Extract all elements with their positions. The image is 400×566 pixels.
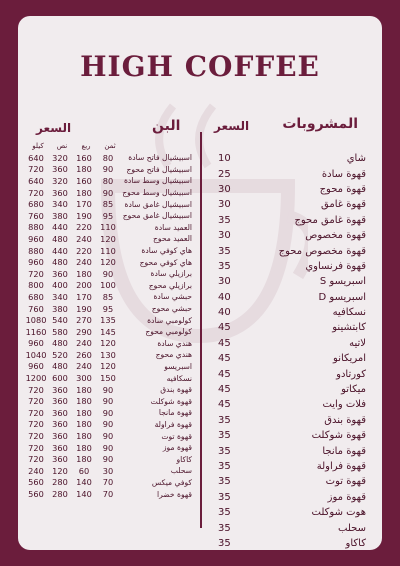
- coffee-bean-name: العميد سادة: [154, 222, 192, 232]
- price-quarter: 180: [76, 164, 92, 175]
- drink-price: 35: [218, 414, 231, 426]
- price-quarter: 240: [76, 361, 92, 372]
- drink-price: 35: [218, 245, 231, 257]
- drink-row: [218, 213, 366, 228]
- coffee-bean-row: [24, 384, 196, 396]
- price-eighth: 120: [100, 338, 116, 349]
- drink-row: [218, 351, 366, 366]
- coffee-bean-row: [24, 233, 196, 245]
- coffee-beans-list: [24, 152, 196, 500]
- drink-name: قهوة محوج: [319, 183, 366, 195]
- coffee-bean-row: [24, 152, 196, 164]
- price-quarter: 140: [76, 477, 92, 488]
- drink-price: 35: [218, 537, 231, 549]
- coffee-header: البن: [152, 118, 181, 134]
- coffee-bean-name: برازيلي سادة: [150, 269, 192, 279]
- price-quarter: 270: [76, 315, 92, 326]
- coffee-bean-name: هندي محوج: [155, 350, 192, 360]
- drink-price: 35: [218, 461, 231, 472]
- drink-name: قهوة غامق: [321, 199, 366, 211]
- price-quarter: 180: [76, 442, 92, 453]
- coffee-bean-name: كاكاو: [176, 454, 192, 464]
- drink-row: [218, 490, 366, 505]
- price-kilo: 680: [28, 291, 44, 302]
- price-kilo: 960: [28, 361, 44, 372]
- price-eighth: 70: [102, 477, 114, 488]
- price-quarter: 240: [76, 338, 92, 349]
- drink-name: فلات وايت: [322, 399, 366, 411]
- drink-price: 25: [218, 168, 231, 180]
- price-quarter: 180: [76, 407, 92, 418]
- coffee-bean-row: [24, 291, 196, 303]
- coffee-bean-name: قهوة مانجا: [158, 408, 192, 418]
- price-eighth: 90: [102, 442, 114, 453]
- column-divider: [200, 132, 202, 528]
- price-half: 480: [52, 338, 68, 349]
- coffee-bean-name: كولومبي محوج: [145, 327, 192, 337]
- drink-price: 35: [218, 430, 231, 442]
- drink-price: 45: [218, 368, 231, 380]
- drink-row: [218, 305, 366, 320]
- drink-name: شاي: [346, 153, 366, 165]
- price-quarter: 220: [76, 222, 92, 233]
- price-half: 400: [52, 280, 68, 291]
- drink-name: اسبريسو D: [318, 291, 366, 303]
- price-quarter: 180: [76, 384, 92, 395]
- drinks-header: المشروبات: [282, 116, 358, 132]
- price-half: 360: [52, 454, 68, 465]
- price-kilo: 640: [28, 175, 44, 186]
- coffee-bean-row: [24, 372, 196, 384]
- price-quarter: 160: [76, 152, 92, 163]
- coffee-bean-row: [24, 488, 196, 500]
- price-quarter: 140: [76, 489, 92, 500]
- price-eighth: 110: [100, 245, 116, 256]
- menu-title: HIGH COFFEE: [80, 50, 320, 83]
- coffee-bean-row: [24, 210, 196, 222]
- unit-labels: [26, 142, 98, 150]
- drink-price: 35: [218, 476, 231, 488]
- price-quarter: 300: [76, 373, 92, 384]
- price-eighth: 80: [102, 175, 114, 186]
- coffee-bean-name: كوفي ميكس: [151, 477, 192, 487]
- price-half: 280: [52, 477, 68, 488]
- coffee-bean-row: [24, 245, 196, 257]
- drink-row: [218, 536, 366, 550]
- price-quarter: 160: [76, 175, 92, 186]
- price-half: 320: [52, 175, 68, 186]
- drink-row: [218, 520, 366, 535]
- coffee-price-header: السعر: [36, 121, 72, 135]
- drink-price: 40: [218, 291, 231, 303]
- drink-name: قهوة موز: [327, 491, 366, 503]
- drink-row: [218, 413, 366, 428]
- drink-row: [218, 151, 366, 166]
- price-half: 480: [52, 257, 68, 268]
- price-half: 360: [52, 164, 68, 175]
- drink-row: [218, 182, 366, 197]
- drink-row: [218, 366, 366, 381]
- coffee-bean-name: العميد محوج: [153, 234, 192, 244]
- price-quarter: 180: [76, 396, 92, 407]
- price-eighth: 30: [102, 465, 114, 476]
- price-half: 440: [52, 245, 68, 256]
- drink-name: قهوة توت: [325, 476, 366, 488]
- price-eighth: 120: [100, 257, 116, 268]
- price-quarter: 220: [76, 245, 92, 256]
- drink-row: [218, 228, 366, 243]
- price-quarter: 170: [76, 199, 92, 210]
- coffee-bean-name: قهوة خضرا: [156, 489, 192, 499]
- price-eighth: 70: [102, 489, 114, 500]
- coffee-bean-name: برازيلي محوج: [148, 280, 192, 290]
- coffee-bean-row: [24, 256, 196, 268]
- drink-price: 45: [218, 322, 231, 334]
- drink-price: 35: [218, 507, 231, 519]
- coffee-bean-row: [24, 395, 196, 407]
- price-half: 480: [52, 361, 68, 372]
- drink-price: 30: [218, 199, 231, 211]
- price-half: 360: [52, 396, 68, 407]
- drink-price: 35: [218, 445, 231, 457]
- drink-price: 35: [218, 260, 231, 272]
- drink-row: [218, 290, 366, 305]
- coffee-bean-name: كولومبي سادة: [147, 315, 192, 325]
- drink-row: [218, 428, 366, 443]
- drink-price: 30: [218, 230, 231, 242]
- menu-card: [18, 16, 382, 550]
- coffee-bean-row: [24, 280, 196, 292]
- drink-name: قهوة بندق: [324, 414, 366, 426]
- price-eighth: 90: [102, 396, 114, 407]
- price-half: 360: [52, 431, 68, 442]
- coffee-bean-name: اسبيشيال فاتح سادة: [128, 153, 192, 163]
- coffee-bean-row: [24, 314, 196, 326]
- coffee-bean-row: [24, 268, 196, 280]
- drink-row: [218, 197, 366, 212]
- price-kilo: 680: [28, 199, 44, 210]
- price-kilo: 560: [28, 477, 44, 488]
- price-eighth: 90: [102, 407, 114, 418]
- price-half: 360: [52, 442, 68, 453]
- price-kilo: 640: [28, 152, 44, 163]
- coffee-bean-row: [24, 164, 196, 176]
- coffee-bean-row: [24, 222, 196, 234]
- drinks-list: [218, 151, 366, 550]
- drink-name: قهوة فراولة: [316, 461, 366, 472]
- price-kilo: 1080: [25, 315, 47, 326]
- price-half: 340: [52, 199, 68, 210]
- price-half: 360: [52, 384, 68, 395]
- coffee-bean-name: اسبيشيال غامق سادة: [124, 199, 192, 209]
- drink-price: 35: [218, 491, 231, 503]
- price-eighth: 85: [102, 291, 114, 302]
- price-eighth: 120: [100, 233, 116, 244]
- drink-price: 10: [218, 153, 231, 165]
- price-quarter: 200: [76, 280, 92, 291]
- drink-row: [218, 259, 366, 274]
- price-kilo: 1200: [25, 373, 47, 384]
- drink-price: 40: [218, 307, 231, 319]
- price-kilo: 240: [28, 465, 44, 476]
- price-quarter: 240: [76, 233, 92, 244]
- coffee-bean-row: [24, 407, 196, 419]
- drink-row: [218, 243, 366, 258]
- drink-name: كورتادو: [336, 368, 366, 380]
- price-half: 540: [52, 315, 68, 326]
- unit-kilo: كيلو: [32, 142, 44, 150]
- drink-price: 45: [218, 353, 231, 365]
- price-eighth: 90: [102, 384, 114, 395]
- coffee-bean-name: اسبيشيال فاتح محوج: [126, 164, 192, 174]
- unit-eighth: ثمن: [104, 142, 116, 150]
- price-half: 320: [52, 152, 68, 163]
- price-half: 380: [52, 303, 68, 314]
- price-eighth: 145: [100, 326, 116, 337]
- price-half: 360: [52, 187, 68, 198]
- price-kilo: 720: [28, 407, 44, 418]
- drink-price: 30: [218, 276, 231, 288]
- price-quarter: 180: [76, 454, 92, 465]
- price-half: 340: [52, 291, 68, 302]
- price-kilo: 960: [28, 257, 44, 268]
- price-half: 600: [52, 373, 68, 384]
- drink-price: 45: [218, 399, 231, 411]
- price-kilo: 1040: [25, 349, 47, 360]
- coffee-bean-name: قهوة بندق: [160, 385, 192, 395]
- drink-name: كاكاو: [345, 537, 366, 549]
- coffee-bean-row: [24, 198, 196, 210]
- price-eighth: 120: [100, 361, 116, 372]
- drink-name: قهوة مانجا: [322, 445, 366, 457]
- price-eighth: 90: [102, 187, 114, 198]
- price-half: 520: [52, 349, 68, 360]
- coffee-bean-row: [24, 361, 196, 373]
- coffee-bean-name: قهوة فراولة: [154, 419, 192, 429]
- drink-row: [218, 505, 366, 520]
- unit-half: نص: [56, 142, 68, 150]
- price-eighth: 135: [100, 315, 116, 326]
- drink-row: [218, 459, 366, 474]
- price-kilo: 720: [28, 442, 44, 453]
- price-half: 360: [52, 419, 68, 430]
- price-eighth: 90: [102, 164, 114, 175]
- drink-row: [218, 474, 366, 489]
- coffee-bean-name: سحلب: [170, 466, 192, 476]
- drink-name: لاتيه: [349, 337, 366, 349]
- price-eighth: 110: [100, 222, 116, 233]
- price-half: 480: [52, 233, 68, 244]
- price-half: 440: [52, 222, 68, 233]
- price-half: 360: [52, 268, 68, 279]
- drink-name: ميكاتو: [341, 384, 366, 396]
- price-kilo: 720: [28, 268, 44, 279]
- drinks-price-header: السعر: [214, 119, 250, 133]
- price-quarter: 240: [76, 257, 92, 268]
- drink-price: 35: [218, 522, 231, 534]
- coffee-bean-name: هندي سادة: [157, 338, 192, 348]
- price-quarter: 260: [76, 349, 92, 360]
- drink-name: قهوة شوكلت: [311, 430, 366, 442]
- price-half: 280: [52, 489, 68, 500]
- coffee-bean-row: [24, 187, 196, 199]
- coffee-bean-row: [24, 465, 196, 477]
- coffee-bean-name: حبشي محوج: [151, 304, 192, 314]
- drink-name: امريكانو: [333, 353, 366, 365]
- price-kilo: 1160: [25, 326, 47, 337]
- drink-name: قهوة فرنساوي: [305, 260, 366, 272]
- price-eighth: 95: [102, 210, 114, 221]
- price-kilo: 560: [28, 489, 44, 500]
- coffee-bean-name: قهوة موز: [162, 443, 192, 453]
- price-eighth: 90: [102, 268, 114, 279]
- price-half: 120: [52, 465, 68, 476]
- coffee-bean-row: [24, 419, 196, 431]
- coffee-bean-row: [24, 175, 196, 187]
- price-eighth: 90: [102, 431, 114, 442]
- drink-row: [218, 443, 366, 458]
- drink-name: اسبريسو S: [319, 276, 366, 288]
- coffee-bean-name: حبشي سادة: [153, 292, 192, 302]
- price-eighth: 100: [100, 280, 116, 291]
- drink-price: 30: [218, 183, 231, 195]
- drink-name: قهوة سادة: [321, 168, 366, 180]
- coffee-bean-row: [24, 442, 196, 454]
- price-quarter: 180: [76, 187, 92, 198]
- price-quarter: 290: [76, 326, 92, 337]
- price-kilo: 880: [28, 222, 44, 233]
- price-quarter: 170: [76, 291, 92, 302]
- drink-row: [218, 320, 366, 335]
- coffee-bean-row: [24, 303, 196, 315]
- price-kilo: 720: [28, 454, 44, 465]
- price-quarter: 190: [76, 303, 92, 314]
- drink-price: 45: [218, 337, 231, 349]
- coffee-bean-name: هاي كوفي سادة: [141, 246, 192, 256]
- price-eighth: 150: [100, 373, 116, 384]
- drink-row: [218, 166, 366, 181]
- drink-name: نسكافيه: [332, 307, 366, 319]
- price-kilo: 760: [28, 210, 44, 221]
- drink-row: [218, 397, 366, 412]
- price-eighth: 80: [102, 152, 114, 163]
- drink-row: [218, 274, 366, 289]
- price-half: 580: [52, 326, 68, 337]
- price-quarter: 190: [76, 210, 92, 221]
- price-half: 360: [52, 407, 68, 418]
- coffee-bean-name: قهوة شوكلت: [150, 396, 192, 406]
- coffee-bean-row: [24, 338, 196, 350]
- coffee-bean-name: اسبيشيال وسط سادة: [123, 176, 192, 186]
- price-kilo: 720: [28, 431, 44, 442]
- drink-name: هوت شوكلت: [311, 507, 366, 519]
- drink-name: قهوة غامق محوج: [294, 214, 366, 226]
- price-eighth: 85: [102, 199, 114, 210]
- coffee-bean-name: اسبيشيال غامق محوج: [122, 211, 192, 221]
- coffee-bean-name: هاي كوفي محوج: [139, 257, 192, 267]
- coffee-bean-row: [24, 453, 196, 465]
- price-kilo: 720: [28, 396, 44, 407]
- price-eighth: 130: [100, 349, 116, 360]
- drink-price: 45: [218, 384, 231, 396]
- price-kilo: 960: [28, 338, 44, 349]
- price-quarter: 180: [76, 419, 92, 430]
- price-quarter: 180: [76, 268, 92, 279]
- price-kilo: 960: [28, 233, 44, 244]
- drink-name: قهوة مخصوص محوج: [278, 245, 366, 257]
- unit-quarter: ربع: [81, 142, 91, 150]
- price-kilo: 760: [28, 303, 44, 314]
- coffee-bean-row: [24, 349, 196, 361]
- coffee-bean-name: اسبيشيال وسط محوج: [122, 188, 192, 198]
- drink-name: سحلب: [338, 522, 366, 534]
- drink-name: قهوة مخصوص: [305, 230, 366, 242]
- price-kilo: 880: [28, 245, 44, 256]
- coffee-bean-name: نسكافيه: [166, 373, 192, 383]
- drink-price: 35: [218, 214, 231, 226]
- coffee-bean-name: قهوة توت: [161, 431, 192, 441]
- coffee-bean-row: [24, 477, 196, 489]
- drink-row: [218, 336, 366, 351]
- price-half: 380: [52, 210, 68, 221]
- price-kilo: 720: [28, 384, 44, 395]
- price-eighth: 95: [102, 303, 114, 314]
- price-eighth: 90: [102, 419, 114, 430]
- drink-row: [218, 382, 366, 397]
- coffee-bean-name: اسبريسو: [164, 361, 192, 371]
- price-quarter: 60: [78, 465, 90, 476]
- price-kilo: 720: [28, 419, 44, 430]
- price-kilo: 720: [28, 187, 44, 198]
- price-quarter: 180: [76, 431, 92, 442]
- coffee-bean-row: [24, 430, 196, 442]
- drink-name: كابتشينو: [332, 322, 366, 334]
- price-kilo: 800: [28, 280, 44, 291]
- coffee-bean-row: [24, 326, 196, 338]
- price-kilo: 720: [28, 164, 44, 175]
- price-eighth: 90: [102, 454, 114, 465]
